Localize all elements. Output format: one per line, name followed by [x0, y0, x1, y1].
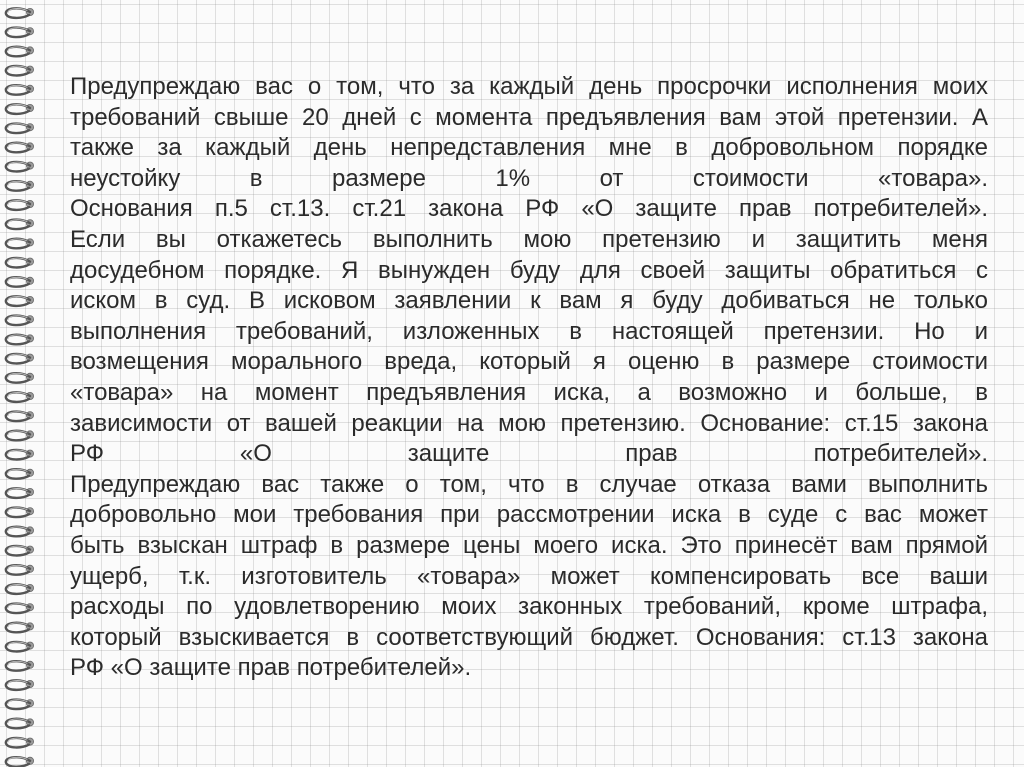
spiral-ring: [6, 546, 34, 556]
text-line: РФ «О защите прав потребителей».: [70, 440, 988, 468]
spiral-ring: [6, 508, 34, 518]
spiral-ring: [6, 373, 34, 383]
text-line: который взыскивается в соответствующий бюджет. Основания: ст.13 закона: [70, 623, 988, 651]
spiral-ring: [6, 584, 34, 594]
text-line: ущерб, т.к. изготовитель «товара» может компенсировать все ваши: [70, 562, 988, 590]
spiral-rings-graphic: [0, 0, 48, 767]
text-line: Если вы откажетесь выполнить мою претензию и защитить меня: [70, 225, 988, 253]
spiral-ring: [6, 8, 34, 18]
spiral-ring: [6, 604, 34, 614]
spiral-ring: [6, 488, 34, 498]
spiral-ring: [6, 335, 34, 345]
spiral-ring: [6, 469, 34, 479]
spiral-ring: [6, 258, 34, 268]
text-line: расходы по удовлетворению моих законных требований, кроме штрафа,: [70, 593, 988, 621]
spiral-ring: [6, 200, 34, 210]
text-line: требований свыше 20 дней с момента предъявления вам этой претензии. А: [70, 103, 988, 131]
text-line: Предупреждаю вас также о том, что в случае отказа вами выполнить: [70, 470, 988, 498]
spiral-ring: [6, 680, 34, 690]
spiral-ring: [6, 642, 34, 652]
spiral-ring: [6, 277, 34, 287]
spiral-ring: [6, 392, 34, 402]
spiral-ring: [6, 450, 34, 460]
spiral-binding: [0, 0, 48, 767]
text-line: также за каждый день непредставления мне в добровольном порядке: [70, 134, 988, 162]
text-line: «товара» на момент предъявления иска, а возможно и больше, в: [70, 378, 988, 406]
text-line: добровольно мои требования при рассмотрении иска в суде с вас может: [70, 501, 988, 529]
spiral-ring: [6, 354, 34, 364]
spiral-ring: [6, 296, 34, 306]
spiral-ring: [6, 757, 34, 767]
text-line: досудебном порядке. Я вынужден буду для своей защиты обратиться с: [70, 256, 988, 284]
text-line: зависимости от вашей реакции на мою претензию. Основание: ст.15 закона: [70, 409, 988, 437]
text-line: быть взыскан штраф в размере цены моего иска. Это принесёт вам прямой: [70, 531, 988, 559]
text-line: возмещения морального вреда, который я оценю в размере стоимости: [70, 348, 988, 376]
spiral-ring: [6, 623, 34, 633]
spiral-ring: [6, 220, 34, 230]
spiral-ring: [6, 239, 34, 249]
text-line: РФ «О защите прав потребителей».: [70, 654, 472, 682]
spiral-ring: [6, 124, 34, 134]
spiral-ring: [6, 412, 34, 422]
spiral-ring: [6, 28, 34, 38]
spiral-ring: [6, 738, 34, 748]
spiral-ring: [6, 47, 34, 57]
spiral-ring: [6, 316, 34, 326]
spiral-ring: [6, 162, 34, 172]
spiral-ring: [6, 719, 34, 729]
text-line: Основания п.5 ст.13. ст.21 закона РФ «О защите прав потребителей».: [70, 195, 988, 223]
spiral-ring: [6, 66, 34, 76]
spiral-ring: [6, 661, 34, 671]
text-line: выполнения требований, изложенных в настоящей претензии. Но и: [70, 317, 988, 345]
spiral-ring: [6, 431, 34, 441]
text-line: иском в суд. В исковом заявлении к вам я буду добиваться не только: [70, 287, 988, 315]
spiral-ring: [6, 527, 34, 537]
text-line: Предупреждаю вас о том, что за каждый день просрочки исполнения моих: [70, 73, 988, 100]
text-line: неустойку в размере 1% от стоимости «товара».: [70, 164, 988, 192]
spiral-ring: [6, 565, 34, 575]
claim-letter-text: [70, 72, 988, 684]
spiral-ring: [6, 104, 34, 114]
spiral-ring: [6, 700, 34, 710]
spiral-ring: [6, 143, 34, 153]
spiral-ring: [6, 85, 34, 95]
spiral-ring: [6, 181, 34, 191]
